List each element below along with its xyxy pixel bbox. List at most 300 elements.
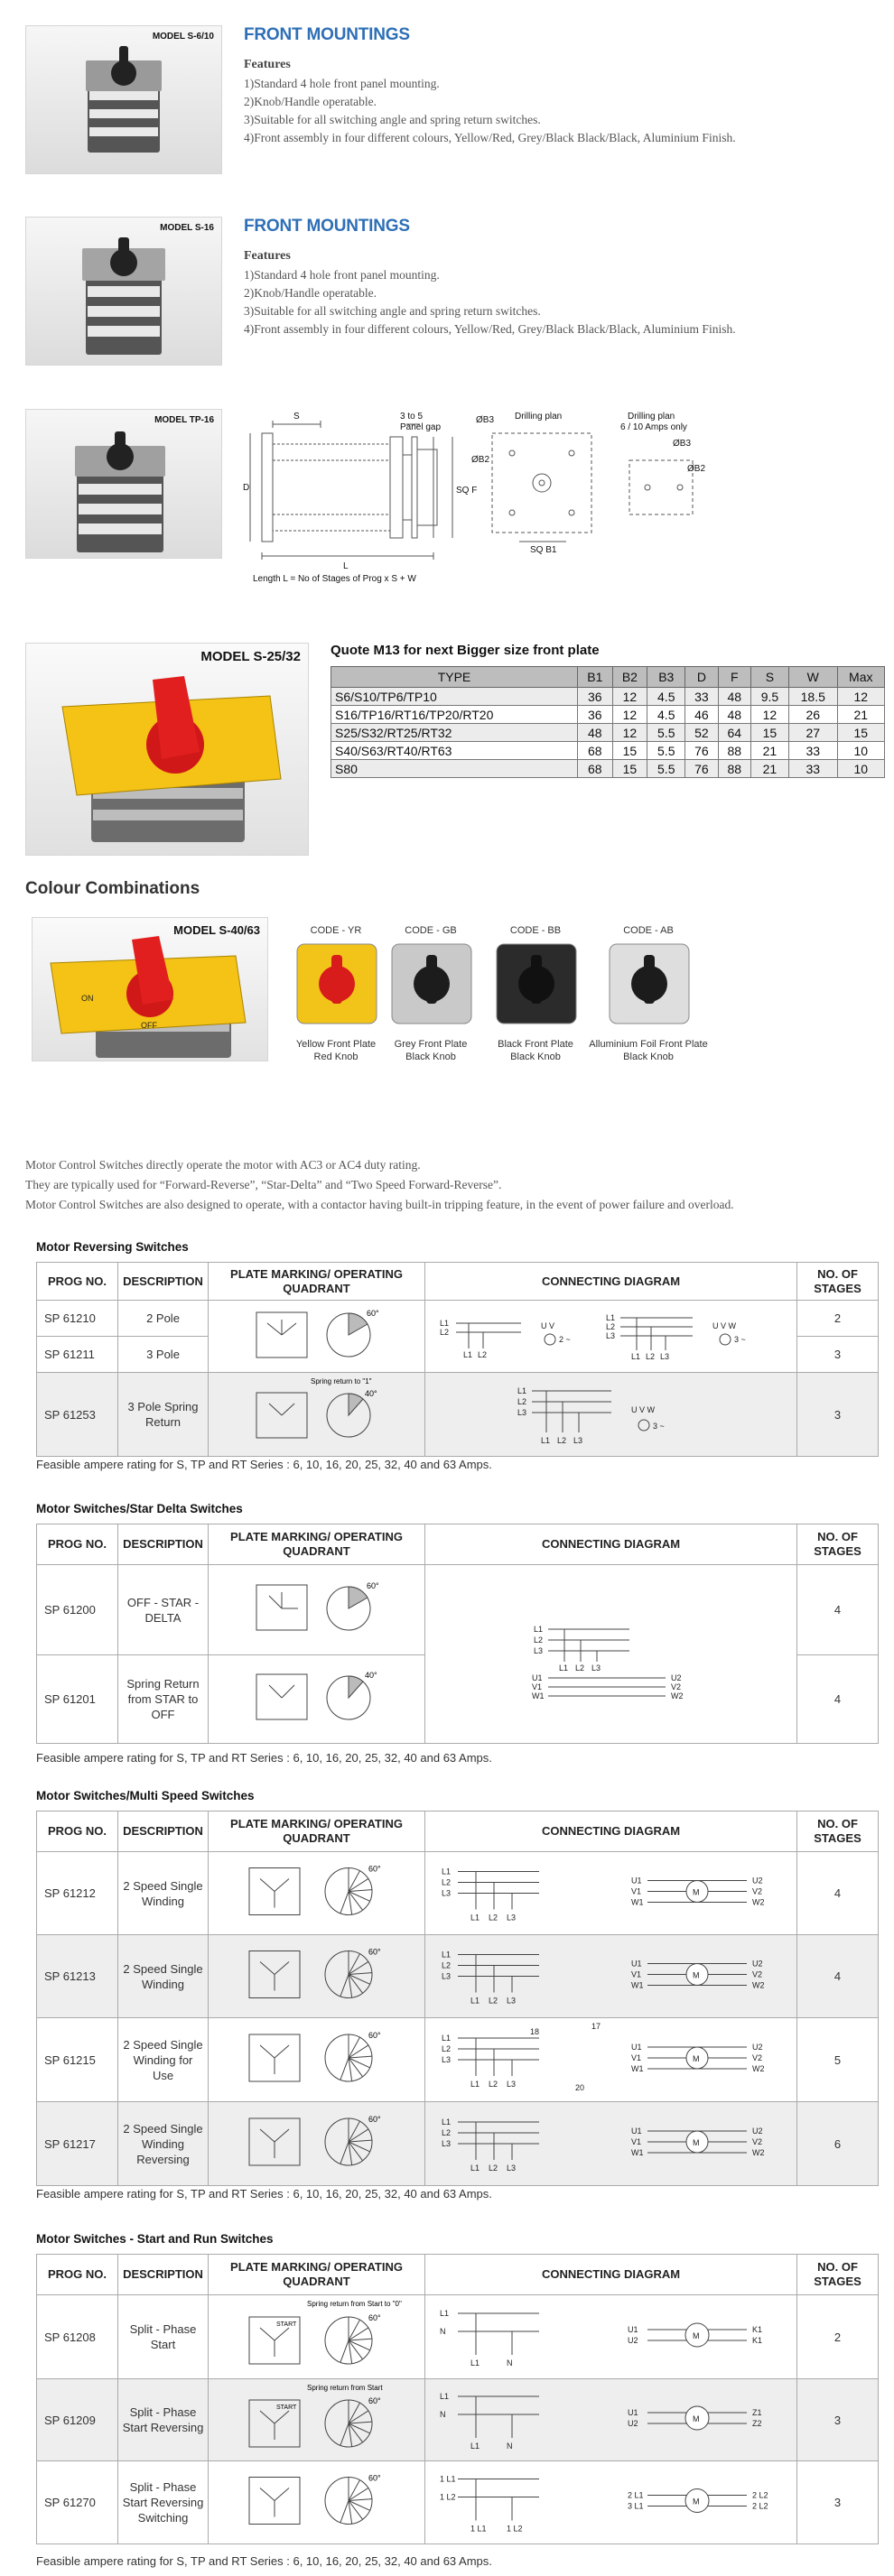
features-list-1 (244, 75, 736, 147)
intro-line: Motor Control Switches directly operate the motor with AC3 or AC4 duty rating. (25, 1158, 421, 1172)
diagram-cell (425, 1565, 797, 1744)
wire-label: U2 (627, 2336, 638, 2345)
features-heading-2: Features (244, 249, 291, 263)
swatch-code: CODE - GB (405, 925, 457, 936)
col-diag: CONNECTING DIAGRAM (425, 1524, 797, 1565)
model-label: MODEL S-25/32 (200, 649, 301, 664)
wire-label: L2 (441, 2044, 451, 2053)
wire-label: Z1 (751, 2408, 762, 2417)
col-b1: B1 (578, 667, 613, 688)
dimension-diagram (239, 406, 727, 587)
svg-text:L1: L1 (517, 1386, 526, 1395)
svg-text:V2: V2 (670, 1682, 681, 1691)
svg-text:3 ~: 3 ~ (652, 1422, 665, 1431)
intro-line: They are typically used for “Forward-Reverse”, “Star-Delta” and “Two Speed Forward-Reverse”. (25, 1178, 502, 1191)
model-label: MODEL S-40/63 (173, 923, 260, 937)
col-prog: PROG NO. (37, 1263, 118, 1301)
wire-label: L1 (470, 2358, 480, 2368)
plate-cell (209, 1655, 425, 1744)
wire-label: L1 (441, 1950, 451, 1960)
wire-label: V2 (751, 2053, 762, 2062)
svg-text:L1: L1 (462, 1349, 472, 1359)
wire-label: W2 (751, 2064, 764, 2073)
wire-label: N (439, 2327, 445, 2336)
wire-label: U2 (751, 2127, 763, 2136)
wire-label: L1 (470, 2164, 480, 2173)
wire-label: 1 L2 (439, 2492, 456, 2502)
wire-label: Z2 (751, 2419, 762, 2428)
svg-text:V1: V1 (531, 1682, 542, 1691)
col-plate: PLATE MARKING/ OPERATING QUADRANT (209, 1263, 425, 1301)
front-mountings-title-2: FRONT MOUNTINGS (244, 217, 410, 236)
feature-item: 4)Front assembly in four different colours, Yellow/Red, Grey/Black Black/Black, Aluminium Finish. (244, 322, 736, 336)
wire-label: V1 (630, 2137, 641, 2146)
col-stages: NO. OF STAGES (797, 1812, 879, 1852)
svg-text:L3: L3 (573, 1436, 582, 1445)
circuit-diagram (431, 2297, 792, 2373)
wire-label: L2 (488, 2080, 498, 2089)
svg-text:U V W: U V W (712, 1320, 736, 1330)
wire-label: U1 (627, 2325, 638, 2334)
dim-drill2: Drilling plan (628, 412, 675, 422)
wire-label: W1 (630, 2148, 643, 2157)
wire-label: L3 (441, 2055, 451, 2064)
wire-label: W1 (630, 2064, 643, 2073)
wire-label: V1 (630, 1969, 641, 1979)
stardelta-title: Motor Switches/Star Delta Switches (36, 1502, 243, 1515)
multispeed-table (36, 1811, 879, 2186)
table-row: S40/S63/RT40/RT63 68 15 5.5 76 88 21 33 10 (331, 742, 885, 760)
wire-label: M (692, 2414, 699, 2423)
plate-cell (209, 1852, 425, 1935)
wire-label: M (692, 2331, 699, 2340)
quadrant-icon (213, 2104, 421, 2180)
table-row: SP 61215 2 Speed Single Winding for Use 60° L1 L2 L3 L1 L2 L3 U1 V1 W1 U2 V2 W2 M 17 20 18 5 (37, 2018, 879, 2102)
svg-text:L3: L3 (591, 1663, 601, 1673)
wire-label: V1 (630, 1886, 641, 1896)
col-diag: CONNECTING DIAGRAM (425, 1812, 797, 1852)
diagram-cell (425, 1301, 797, 1373)
feature-item: 1)Standard 4 hole front panel mounting. (244, 268, 440, 282)
product-image-s16 (25, 217, 222, 366)
wire-label: U2 (627, 2419, 638, 2428)
feature-item: 2)Knob/Handle operatable. (244, 286, 377, 300)
table-row: SP 61208 Split - Phase Start Spring return from Start to "0" START 60° L1 N L1 N U1 U2 K1 K1 M 2 (37, 2295, 879, 2379)
wire-label: K1 (751, 2325, 762, 2334)
wire-label: L3 (441, 1971, 451, 1981)
feasible-note-4: Feasible ampere rating for S, TP and RT Series : 6, 10, 16, 20, 25, 32, 40 and 63 Amps. (36, 2554, 492, 2568)
plate-cell (209, 2379, 425, 2461)
wire-label: L2 (488, 1996, 498, 2006)
diagram-cell (425, 1935, 797, 2018)
wire-label: V2 (751, 2137, 762, 2146)
wire-label: M (692, 2138, 699, 2147)
plate-cell (209, 1373, 425, 1457)
switch-photo-icon (26, 410, 222, 559)
table-row: SP 61253 3 Pole Spring Return Spring return to "1" 40° L1 L2 L3 L1 L2 L3 U V W 3 ~ 3 (37, 1373, 879, 1457)
wire-label: V2 (751, 1969, 762, 1979)
svg-text:U2: U2 (670, 1673, 682, 1682)
svg-text:L2: L2 (439, 1327, 449, 1337)
startrun-title: Motor Switches - Start and Run Switches (36, 2232, 274, 2246)
product-image-s610 (25, 25, 222, 174)
col-desc: DESCRIPTION (118, 1812, 209, 1852)
wire-label: L2 (488, 1913, 498, 1923)
startrun-table (36, 2254, 879, 2544)
feasible-note-2: Feasible ampere rating for S, TP and RT Series : 6, 10, 16, 20, 25, 32, 40 and 63 Amps. (36, 1751, 492, 1765)
plate-cell (209, 2018, 425, 2102)
dim-b3b: ØB3 (673, 439, 692, 449)
svg-text:L2: L2 (477, 1349, 487, 1359)
feasible-note-3: Feasible ampere rating for S, TP and RT Series : 6, 10, 16, 20, 25, 32, 40 and 63 Amps. (36, 2187, 492, 2201)
wire-label: U2 (751, 1876, 763, 1886)
angle-label: 40° (364, 1389, 377, 1398)
svg-text:L1: L1 (558, 1663, 568, 1673)
wire-label: U1 (630, 2043, 642, 2052)
col-stages: NO. OF STAGES (797, 2255, 879, 2295)
wire-label: 20 (574, 2083, 584, 2092)
diagram-cell (425, 1852, 797, 1935)
col-desc: DESCRIPTION (118, 2255, 209, 2295)
off-label: OFF (141, 1021, 157, 1030)
svg-text:L3: L3 (533, 1645, 543, 1655)
spring-label: Spring return from Start (306, 2384, 383, 2392)
dim-l: L (343, 561, 349, 571)
col-d: D (685, 667, 718, 688)
swatch-desc-line: Yellow Front Plate (295, 1039, 377, 1050)
svg-text:U V W: U V W (630, 1405, 655, 1414)
spring-label: Spring return to "1" (310, 1377, 371, 1385)
wire-label: L1 (439, 2392, 449, 2401)
table-row: SP 61200 OFF - STAR - DELTA 60° L1 L2 L3 L1 L2 L3 U1 V1 W1 U2 V2 W2 4 (37, 1565, 879, 1655)
switch-photo-icon (26, 26, 222, 174)
wire-label: W2 (751, 1980, 764, 1990)
dim-gap: 3 to 5 (400, 412, 424, 422)
dim-drill: Drilling plan (515, 412, 563, 422)
swatch-code: CODE - BB (509, 925, 562, 936)
swatch-desc-line: Black Knob (623, 1052, 674, 1062)
dim-drill3: 6 / 10 Amps only (620, 422, 687, 432)
spring-label: Spring return from Start to "0" (306, 2300, 402, 2308)
swatch-desc-line: Alluminium Foil Front Plate (589, 1039, 708, 1050)
on-label: ON (81, 994, 94, 1003)
table-row: SP 61210 2 Pole 60° L1 L2 L1 L2 U V 2 ~ L1 L2 L3 L1 L2 L3 U V W 3 ~ 2 (37, 1301, 879, 1337)
diagram-cell (425, 2461, 797, 2544)
swatch-desc-line: Black Front Plate (498, 1039, 573, 1050)
wire-label: L1 (470, 1913, 480, 1923)
wire-label: L1 (441, 1867, 451, 1876)
diagram-cell (425, 2379, 797, 2461)
wire-label: L3 (441, 2139, 451, 2148)
model-label: MODEL TP-16 (154, 415, 214, 425)
front-mountings-title-1: FRONT MOUNTINGS (244, 25, 410, 44)
feature-item: 3)Suitable for all switching angle and spring return switches. (244, 113, 541, 126)
col-prog: PROG NO. (37, 2255, 118, 2295)
wire-label: 2 L2 (751, 2490, 768, 2500)
wire-label: L2 (441, 1877, 451, 1887)
dim-b2b: ØB2 (687, 464, 706, 474)
swatch-code: CODE - YR (310, 925, 362, 936)
quadrant-icon (213, 2463, 421, 2538)
col-s: S (750, 667, 788, 688)
col-b2: B2 (612, 667, 647, 688)
wire-label: L2 (488, 2164, 498, 2173)
swatch-desc (576, 1038, 721, 1063)
dim-caption: Length L = No of Stages of Prog x S + W (253, 574, 416, 584)
circuit-diagram (431, 2381, 792, 2455)
quadrant-icon (213, 1375, 421, 1450)
feasible-note-1: Feasible ampere rating for S, TP and RT Series : 6, 10, 16, 20, 25, 32, 40 and 63 Amps. (36, 1458, 492, 1471)
circuit-diagram (431, 1937, 792, 2012)
col-f: F (718, 667, 750, 688)
quadrant-icon (213, 1662, 421, 1734)
diagram-cell (425, 2018, 797, 2102)
wire-label: L3 (506, 2080, 516, 2089)
wire-label: W1 (630, 1897, 643, 1907)
wire-label: L3 (506, 1996, 516, 2006)
swatch-plate-icon (295, 942, 378, 1025)
wire-label: L1 (441, 2034, 451, 2043)
svg-text:U1: U1 (531, 1673, 543, 1682)
quadrant-icon (213, 1303, 421, 1367)
swatch-code: CODE - AB (623, 925, 674, 936)
col-plate: PLATE MARKING/ OPERATING QUADRANT (209, 2255, 425, 2295)
model-label: MODEL S-6/10 (152, 32, 214, 42)
wire-label: W2 (751, 1897, 764, 1907)
svg-text:L1: L1 (533, 1624, 543, 1634)
table-row: SP 61213 2 Speed Single Winding 60° L1 L2 L3 L1 L2 L3 U1 V1 W1 U2 V2 W2 M 4 (37, 1935, 879, 2018)
diagram-cell (425, 2102, 797, 2186)
svg-text:L3: L3 (605, 1330, 615, 1340)
wire-label: W2 (751, 2148, 764, 2157)
dim-sqb1: SQ B1 (530, 545, 557, 555)
col-b3: B3 (647, 667, 685, 688)
plate-cell (209, 2461, 425, 2544)
wire-label: N (439, 2410, 445, 2419)
col-plate: PLATE MARKING/ OPERATING QUADRANT (209, 1524, 425, 1565)
col-prog: PROG NO. (37, 1524, 118, 1565)
feature-item: 3)Suitable for all switching angle and spring return switches. (244, 304, 541, 318)
col-desc: DESCRIPTION (118, 1263, 209, 1301)
plate-cell (209, 1935, 425, 2018)
col-stages: NO. OF STAGES (797, 1263, 879, 1301)
plate-cell (209, 2295, 425, 2379)
col-stages: NO. OF STAGES (797, 1524, 879, 1565)
intro-line: Motor Control Switches are also designed to operate, with a contactor having built-in tripping feature, in the event of power failure and overload. (25, 1198, 734, 1211)
feature-item: 1)Standard 4 hole front panel mounting. (244, 77, 440, 90)
col-diag: CONNECTING DIAGRAM (425, 2255, 797, 2295)
wire-label: U2 (751, 2043, 763, 2052)
svg-text:L1: L1 (605, 1312, 615, 1322)
quadrant-icon (213, 2020, 421, 2096)
col-w: W (788, 667, 837, 688)
angle-label: 60° (366, 1580, 379, 1590)
circuit-diagram (431, 2020, 792, 2096)
wire-label: L3 (506, 2164, 516, 2173)
col-diag: CONNECTING DIAGRAM (425, 1263, 797, 1301)
wire-label: 3 L1 (627, 2501, 644, 2511)
dim-b2: ØB2 (471, 455, 490, 465)
wire-label: 2 L2 (751, 2501, 768, 2511)
wire-label: M (692, 1887, 699, 1897)
wire-label: L2 (441, 2128, 451, 2137)
wire-label: L1 (470, 2442, 480, 2451)
features-heading-1: Features (244, 58, 291, 71)
table-row: S6/S10/TP6/TP10 36 12 4.5 33 48 9.5 18.5 12 (331, 688, 885, 706)
swatch-plate-icon (495, 942, 578, 1025)
svg-text:L2: L2 (605, 1321, 615, 1331)
swatch-plate-icon (608, 942, 691, 1025)
svg-text:L2: L2 (556, 1436, 566, 1445)
circuit-diagram (431, 2463, 792, 2538)
switch-photo-icon (33, 918, 268, 1061)
col-type: TYPE (331, 667, 578, 688)
wire-label: U1 (630, 2127, 642, 2136)
wire-label: W1 (630, 1980, 643, 1990)
swatch-plate-icon (390, 942, 473, 1025)
svg-text:L3: L3 (659, 1351, 669, 1361)
product-image-s2532 (25, 643, 309, 856)
circuit-diagram (431, 1854, 792, 1929)
wire-label: L1 (470, 1996, 480, 2006)
angle-label: 60° (368, 2473, 381, 2483)
wire-label: U1 (630, 1876, 642, 1886)
quadrant-icon (213, 2297, 421, 2373)
dim-sqf: SQ F (456, 486, 478, 496)
dim-d: D (243, 483, 250, 493)
wire-label: 1 L1 (470, 2524, 487, 2534)
angle-label: 60° (368, 2115, 381, 2124)
feature-item: 2)Knob/Handle operatable. (244, 95, 377, 108)
angle-label: 40° (364, 1670, 377, 1680)
switch-photo-icon (26, 644, 309, 856)
stardelta-table (36, 1524, 879, 1744)
product-image-tp16 (25, 409, 222, 559)
circuit-diagram (431, 1303, 792, 1367)
product-image-s4063 (32, 917, 268, 1061)
circuit-diagram (431, 1571, 792, 1734)
col-plate: PLATE MARKING/ OPERATING QUADRANT (209, 1812, 425, 1852)
dim-s: S (293, 412, 300, 422)
plate-cell (209, 2102, 425, 2186)
wire-label: M (692, 2497, 699, 2507)
angle-label: 60° (368, 1864, 381, 1874)
wire-label: V2 (751, 1886, 762, 1896)
wire-label: L1 (439, 2309, 449, 2318)
col-max: Max (837, 667, 884, 688)
wire-label: M (692, 2054, 699, 2063)
svg-text:L1: L1 (630, 1351, 640, 1361)
diagram-cell (425, 2295, 797, 2379)
wire-label: K1 (751, 2336, 762, 2345)
table-row: SP 61217 2 Speed Single Winding Reversing 60° L1 L2 L3 L1 L2 L3 U1 V1 W1 U2 V2 W2 M 6 (37, 2102, 879, 2186)
svg-text:L2: L2 (645, 1351, 655, 1361)
table-row: SP 61201 Spring Return from STAR to OFF 40° 4 (37, 1655, 879, 1744)
svg-text:W2: W2 (670, 1691, 683, 1700)
wire-label: N (506, 2358, 512, 2368)
table-row: S25/S32/RT25/RT32 48 12 5.5 52 64 15 27 15 (331, 724, 885, 742)
wire-label: U1 (627, 2408, 638, 2417)
svg-text:L2: L2 (574, 1663, 584, 1673)
start-label: START (275, 2321, 296, 2328)
wire-label: L3 (441, 1888, 451, 1898)
circuit-diagram (431, 2104, 792, 2180)
features-list-2 (244, 266, 736, 338)
switch-photo-icon (26, 218, 222, 366)
swatch-desc-line: Black Knob (510, 1052, 561, 1062)
dim-b3: ØB3 (476, 415, 495, 425)
wire-label: V1 (630, 2053, 641, 2062)
plate-cell (209, 1565, 425, 1655)
quote-note: Quote M13 for next Bigger size front plate (331, 643, 600, 658)
wire-label: U1 (630, 1959, 642, 1969)
wire-label: 2 L1 (627, 2490, 644, 2500)
svg-text:L1: L1 (439, 1318, 449, 1328)
svg-text:L2: L2 (517, 1397, 526, 1406)
quadrant-icon (213, 1854, 421, 1929)
wire-label: L3 (506, 1913, 516, 1923)
svg-text:L2: L2 (533, 1635, 543, 1645)
angle-label: 60° (368, 2313, 381, 2322)
table-row: S16/TP16/RT16/TP20/RT20 36 12 4.5 46 48 12 26 21 (331, 706, 885, 724)
wire-label: L1 (470, 2080, 480, 2089)
wire-label: M (692, 1970, 699, 1980)
svg-text:L3: L3 (517, 1408, 526, 1417)
dimension-table (331, 666, 885, 778)
angle-label: 60° (368, 1947, 381, 1957)
wire-label: L1 (441, 2117, 451, 2127)
dim-gap2: Panel gap (400, 422, 442, 432)
table-row: SP 61212 2 Speed Single Winding 60° L1 L2 L3 L1 L2 L3 U1 V1 W1 U2 V2 W2 M 4 (37, 1852, 879, 1935)
quadrant-icon (213, 2381, 421, 2455)
start-label: START (275, 2405, 296, 2411)
reversing-table (36, 1262, 879, 1457)
wire-label: L2 (441, 1960, 451, 1970)
col-prog: PROG NO. (37, 1812, 118, 1852)
wire-label: 17 (591, 2022, 601, 2031)
plate-cell (209, 1301, 425, 1373)
reversing-title: Motor Reversing Switches (36, 1240, 189, 1254)
svg-text:L1: L1 (540, 1436, 550, 1445)
wire-label: N (506, 2442, 512, 2451)
svg-text:U V: U V (540, 1320, 554, 1330)
multispeed-title: Motor Switches/Multi Speed Switches (36, 1789, 255, 1802)
table-row: SP 61209 Split - Phase Start Reversing Spring return from Start START 60° L1 N L1 N U1 U2 Z1 Z2 M 3 (37, 2379, 879, 2461)
quadrant-icon (213, 1572, 421, 1645)
swatch-desc-line: Red Knob (313, 1052, 359, 1062)
colour-combinations-heading: Colour Combinations (25, 879, 200, 898)
intro-paragraph (25, 1155, 883, 1215)
table-row: S80 68 15 5.5 76 88 21 33 10 (331, 760, 885, 778)
wire-label: 1 L1 (439, 2474, 456, 2484)
table-row: SP 61270 Split - Phase Start Reversing Switching 60° 1 L1 1 L2 1 L1 1 L2 2 L1 3 L1 2 L2 2 L2 M 3 (37, 2461, 879, 2544)
svg-text:W1: W1 (531, 1691, 544, 1700)
circuit-diagram (431, 1375, 792, 1450)
col-desc: DESCRIPTION (118, 1524, 209, 1565)
wire-label: 18 (529, 2027, 539, 2036)
table-row: SP 61211 3 Pole 3 (37, 1337, 879, 1373)
angle-label: 60° (368, 2396, 381, 2405)
svg-text:3 ~: 3 ~ (733, 1334, 746, 1344)
angle-label: 60° (368, 2031, 381, 2040)
wire-label: U2 (751, 1959, 763, 1969)
model-label: MODEL S-16 (160, 223, 214, 233)
angle-label: 60° (366, 1308, 379, 1318)
feature-item: 4)Front assembly in four different colours, Yellow/Red, Grey/Black Black/Black, Aluminium Finish. (244, 131, 736, 144)
wire-label: 1 L2 (506, 2524, 523, 2534)
swatch-desc-line: Black Knob (405, 1052, 456, 1062)
svg-text:2 ~: 2 ~ (558, 1334, 571, 1344)
